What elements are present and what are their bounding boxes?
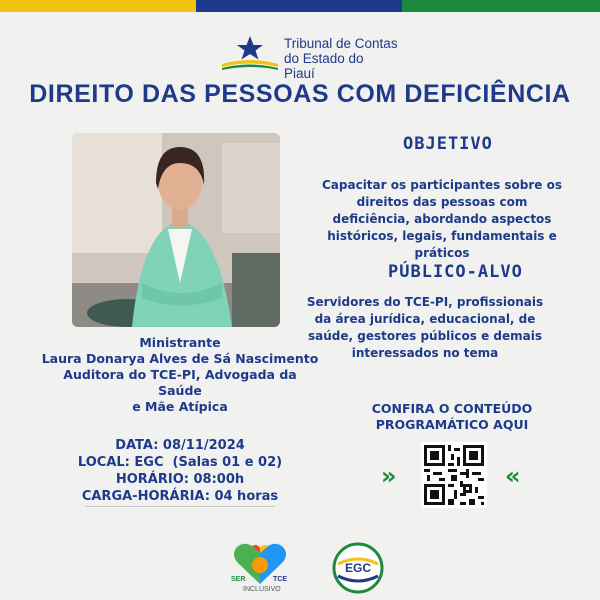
event-details bbox=[60, 437, 300, 505]
double-chevron-left-icon: « bbox=[505, 462, 521, 490]
logo-line-1: Tribunal de Contas bbox=[284, 36, 398, 51]
top-bar-blue bbox=[196, 0, 402, 12]
top-color-bar bbox=[0, 0, 600, 12]
divider bbox=[85, 506, 275, 507]
objetivo-title: OBJETIVO bbox=[403, 134, 493, 154]
cta-line-1: CONFIRA O CONTEÚDO bbox=[371, 401, 533, 416]
publico-alvo-text: Servidores do TCE-PI, profissionais da área jurídica, educacional, de saúde, gestores públicos e demais interessados no tema bbox=[306, 295, 544, 360]
speaker-desc-1: Auditora do TCE-PI, Advogada da Saúde bbox=[63, 367, 297, 398]
qr-code[interactable] bbox=[421, 442, 487, 508]
tce-star-icon bbox=[218, 34, 282, 72]
program-cta bbox=[352, 401, 552, 433]
event-date: DATA: 08/11/2024 bbox=[115, 438, 245, 453]
objetivo-text: Capacitar os participantes sobre os direitos das pessoas com deficiência, abordando aspectos históricos, legais, fundamentais e práticos bbox=[321, 178, 563, 260]
egc-label: EGC bbox=[345, 561, 372, 575]
publico-alvo-title: PÚBLICO-ALVO bbox=[388, 262, 523, 282]
speaker-photo bbox=[72, 133, 280, 327]
speaker-info bbox=[40, 335, 320, 415]
ser-tce-inclusivo-logo bbox=[229, 540, 291, 596]
logo-text bbox=[284, 36, 398, 81]
logo-tce-label: TCE bbox=[273, 576, 287, 583]
double-chevron-right-icon: » bbox=[381, 462, 397, 490]
logo-line-2: do Estado do Piauí bbox=[284, 51, 364, 81]
event-workload: CARGA-HORÁRIA: 04 horas bbox=[81, 489, 279, 504]
top-bar-yellow bbox=[0, 0, 196, 12]
speaker-role: Ministrante bbox=[139, 335, 221, 350]
top-bar-green bbox=[402, 0, 600, 12]
speaker-desc-2: e Mãe Atípica bbox=[132, 399, 228, 414]
event-location: LOCAL: EGC (Salas 01 e 02) bbox=[77, 455, 283, 470]
qr-code-icon bbox=[421, 442, 487, 508]
logo-ser-label: SER bbox=[231, 576, 246, 583]
cta-line-2: PROGRAMÁTICO AQUI bbox=[375, 417, 529, 432]
event-time: HORÁRIO: 08:00h bbox=[115, 472, 245, 487]
tce-pi-logo bbox=[218, 34, 398, 81]
speaker-name: Laura Donarya Alves de Sá Nascimento bbox=[41, 351, 319, 366]
page-title: DIREITO DAS PESSOAS COM DEFICIÊNCIA bbox=[29, 80, 571, 108]
egc-logo bbox=[330, 542, 386, 594]
logo-inclusivo-label: INCLUSIVO bbox=[243, 586, 281, 593]
